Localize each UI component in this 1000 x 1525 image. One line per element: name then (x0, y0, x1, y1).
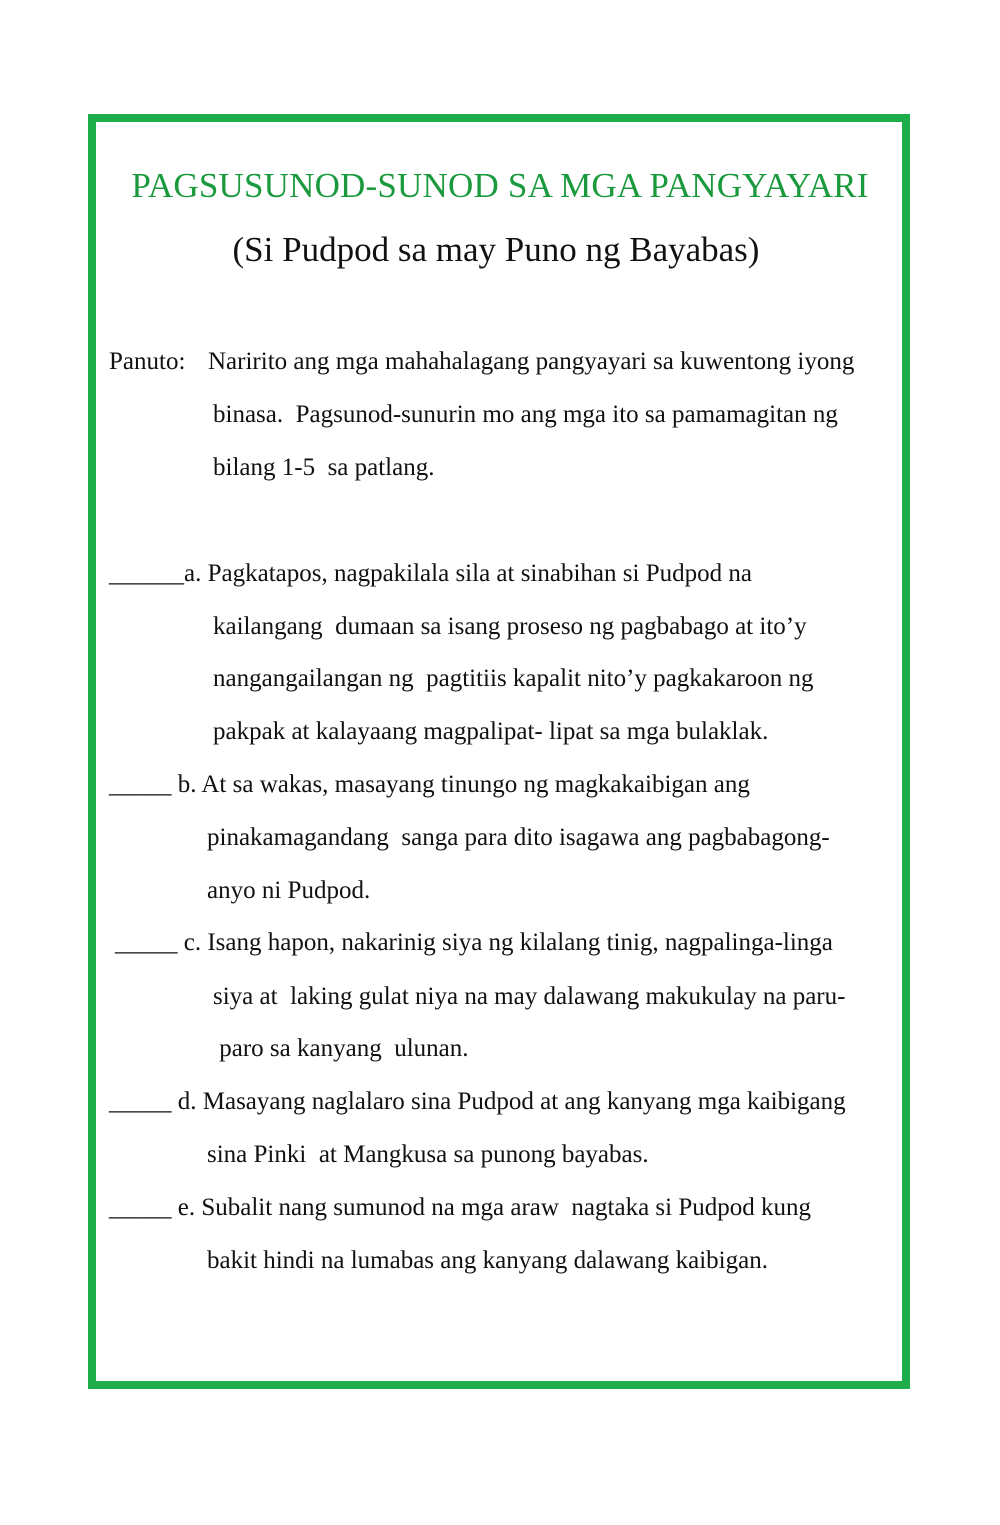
item-e-text-1: Subalit nang sumunod na mga araw nagtaka si Pudpod kung (201, 1194, 811, 1221)
item-c-first-line (115, 928, 833, 958)
item-b-first-line (109, 770, 750, 800)
item-a-text-3: nangangailangan ng pagtitiis kapalit nito’y pagkakaroon ng (213, 665, 814, 692)
answer-blank-d[interactable]: _____ (109, 1088, 172, 1115)
item-c-text-2: siya at laking gulat niya na may dalawang makukulay na paru- (213, 983, 846, 1010)
item-d-text-1: Masayang naglalaro sina Pudpod at ang kanyang mga kaibigang (202, 1088, 846, 1115)
item-a-text-4: pakpak at kalayaang magpalipat- lipat sa mga bulaklak. (213, 718, 769, 745)
answer-blank-b[interactable]: _____ (109, 771, 172, 798)
instructions-line-1: Naririto ang mga mahahalagang pangyayari sa kuwentong iyong (208, 348, 855, 375)
item-e-text-2: bakit hindi na lumabas ang kanyang dalawang kaibigan. (207, 1247, 768, 1274)
instructions-label: Panuto: (109, 348, 186, 375)
item-c-text-1: Isang hapon, nakarinig siya ng kilalang tinig, nagpalinga-linga (207, 929, 833, 956)
item-a-text-2: kailangang dumaan sa isang proseso ng pagbabago at ito’y (213, 613, 807, 640)
answer-blank-e[interactable]: _____ (109, 1194, 172, 1221)
item-d-text-2: sina Pinki at Mangkusa sa punong bayabas. (207, 1141, 649, 1168)
item-b-text-3: anyo ni Pudpod. (207, 877, 371, 904)
instructions-line-2: binasa. Pagsunod-sunurin mo ang mga ito sa pamamagitan ng (213, 401, 838, 428)
worksheet-subtitle: (Si Pudpod sa may Puno ng Bayabas) (232, 230, 760, 269)
item-c-text-3: paro sa kanyang ulunan. (213, 1035, 469, 1062)
answer-blank-c[interactable]: _____ (115, 929, 178, 956)
item-a-text-1: Pagkatapos, nagpakilala sila at sinabihan si Pudpod na (207, 560, 752, 587)
item-b-text-1: At sa wakas, masayang tinungo ng magkakaibigan ang (201, 771, 750, 798)
item-d-first-line (109, 1087, 846, 1117)
item-b-letter: b. (177, 771, 197, 798)
item-e-letter: e. (177, 1194, 196, 1221)
instructions-line-3: bilang 1-5 sa patlang. (213, 454, 435, 481)
item-b-text-2: pinakamagandang sanga para dito isagawa ang pagbabagong- (207, 824, 830, 851)
item-d-letter: d. (177, 1088, 197, 1115)
answer-blank-a[interactable]: ______ (109, 560, 184, 587)
item-a-first-line (109, 559, 752, 589)
item-e-first-line (109, 1193, 811, 1223)
item-a-letter: a. (184, 560, 202, 587)
worksheet-title: PAGSUSUNOD-SUNOD SA MGA PANGYAYARI (131, 166, 869, 205)
item-c-letter: c. (183, 929, 202, 956)
